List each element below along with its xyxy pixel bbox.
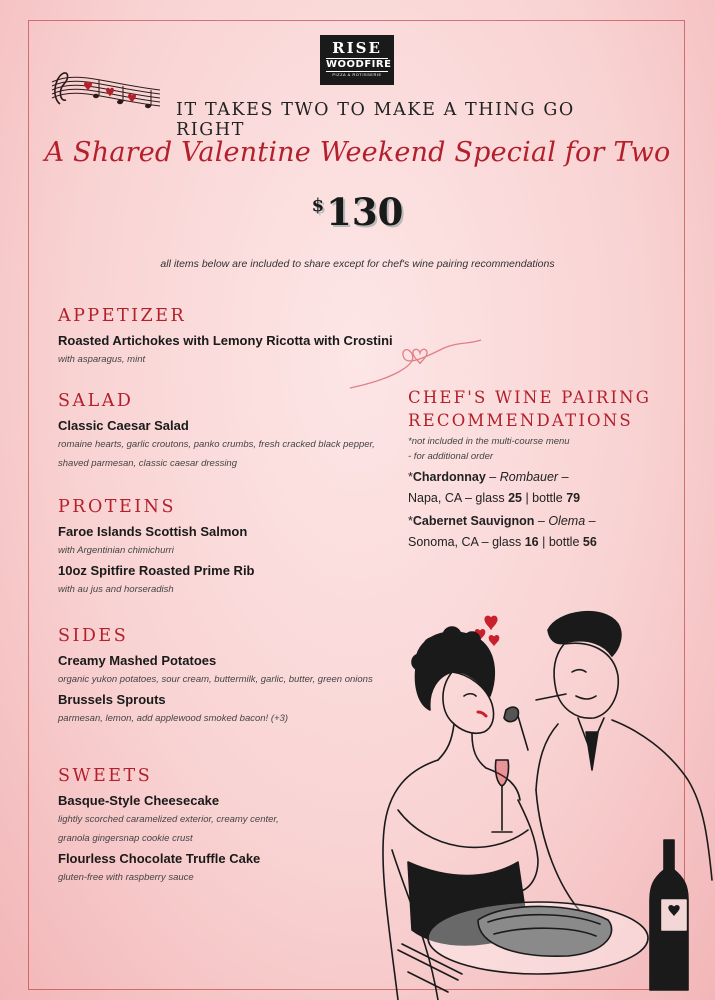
menu-item-name: Faroe Islands Scottish Salmon bbox=[58, 524, 248, 539]
menu-item-name: Flourless Chocolate Truffle Cake bbox=[58, 851, 261, 866]
heart-swirl-icon bbox=[348, 336, 483, 392]
tagline: IT TAKES TWO TO MAKE A THING GO RIGHT bbox=[176, 100, 575, 140]
logo-line2: WOODFIRE bbox=[326, 59, 392, 70]
wine-dash: – bbox=[485, 470, 500, 484]
wine-region: Sonoma, CA – glass bbox=[408, 535, 525, 549]
wine-producer: Olema bbox=[548, 514, 586, 528]
logo-line3: PIZZA & ROTISSERIE bbox=[332, 72, 382, 77]
price-amount: 130 bbox=[326, 190, 404, 234]
wine-entry-price bbox=[408, 532, 668, 553]
wine-name: Cabernet Sauvignon bbox=[412, 514, 535, 528]
section-sides bbox=[58, 626, 398, 730]
menu-item-desc: with asparagus, mint bbox=[58, 354, 146, 365]
section-title: SWEETS bbox=[58, 766, 153, 786]
menu-item-desc: organic yukon potatoes, sour cream, buttermilk, garlic, butter, green onions bbox=[58, 674, 373, 685]
inclusion-note: all items below are included to share except for chef's wine pairing recommendations bbox=[160, 258, 555, 270]
music-notes-hearts-icon bbox=[48, 60, 166, 130]
menu-item-name: Basque-Style Cheesecake bbox=[58, 793, 220, 808]
wine-entry bbox=[408, 511, 668, 532]
section-salad bbox=[58, 391, 398, 475]
section-proteins bbox=[58, 497, 398, 601]
section-title: PROTEINS bbox=[58, 497, 176, 517]
wine-producer: Rombauer bbox=[499, 470, 559, 484]
menu-item-desc: with au jus and horseradish bbox=[58, 584, 174, 595]
menu-item-name: Roasted Artichokes with Lemony Ricotta with Crostini bbox=[58, 333, 393, 348]
wine-sep: | bottle bbox=[521, 491, 567, 505]
wine-glass-price: 16 bbox=[524, 535, 539, 549]
rise-woodfire-logo bbox=[320, 35, 394, 85]
menu-item-desc: romaine hearts, garlic croutons, panko crumbs, fresh cracked black pepper, shaved parmesan, classic caesar dressing bbox=[58, 439, 375, 469]
menu-item-name: Classic Caesar Salad bbox=[58, 418, 189, 433]
wine-title-line1: CHEF'S WINE PAIRING bbox=[408, 388, 652, 407]
couple-illustration bbox=[368, 600, 715, 1000]
menu-item-name: Brussels Sprouts bbox=[58, 692, 166, 707]
wine-sep: | bottle bbox=[538, 535, 583, 549]
price-currency: $ bbox=[311, 195, 325, 216]
wine-region: Napa, CA – glass bbox=[408, 491, 509, 505]
menu-item-desc: gluten-free with raspberry sauce bbox=[58, 872, 194, 883]
wine-entry-price bbox=[408, 488, 668, 509]
section-title: SIDES bbox=[58, 626, 129, 646]
wine-prefix: * bbox=[408, 514, 413, 528]
wine-bottle-price: 56 bbox=[582, 535, 597, 549]
wine-glass-price: 25 bbox=[508, 491, 522, 505]
wine-pairing bbox=[408, 386, 668, 553]
logo-line1: RISE bbox=[332, 39, 382, 57]
menu-item-name: 10oz Spitfire Roasted Prime Rib bbox=[58, 563, 255, 578]
wine-dash: – bbox=[585, 514, 596, 528]
menu-item-name: Creamy Mashed Potatoes bbox=[58, 653, 217, 668]
wine-name: Chardonnay bbox=[412, 470, 486, 484]
menu-item-desc: lightly scorched caramelized exterior, creamy center, granola gingersnap cookie crust bbox=[58, 814, 279, 844]
wine-note: - for additional order bbox=[408, 451, 494, 462]
price bbox=[0, 190, 715, 234]
section-appetizer bbox=[58, 306, 398, 371]
wine-title-line2: RECOMMENDATIONS bbox=[408, 411, 633, 430]
wine-bottle-price: 79 bbox=[566, 491, 581, 505]
headline: A Shared Valentine Weekend Special for Two bbox=[44, 137, 671, 168]
wine-dash: – bbox=[558, 470, 569, 484]
menu-item-desc: parmesan, lemon, add applewood smoked bacon! (+3) bbox=[58, 713, 288, 724]
menu-item-desc: with Argentinian chimichurri bbox=[58, 545, 174, 556]
section-sweets bbox=[58, 766, 303, 889]
wine-prefix: * bbox=[408, 470, 413, 484]
wine-note: *not included in the multi-course menu bbox=[408, 436, 570, 447]
section-title: SALAD bbox=[58, 391, 134, 411]
wine-dash: – bbox=[534, 514, 549, 528]
wine-entry bbox=[408, 467, 668, 488]
section-title: APPETIZER bbox=[58, 306, 187, 326]
